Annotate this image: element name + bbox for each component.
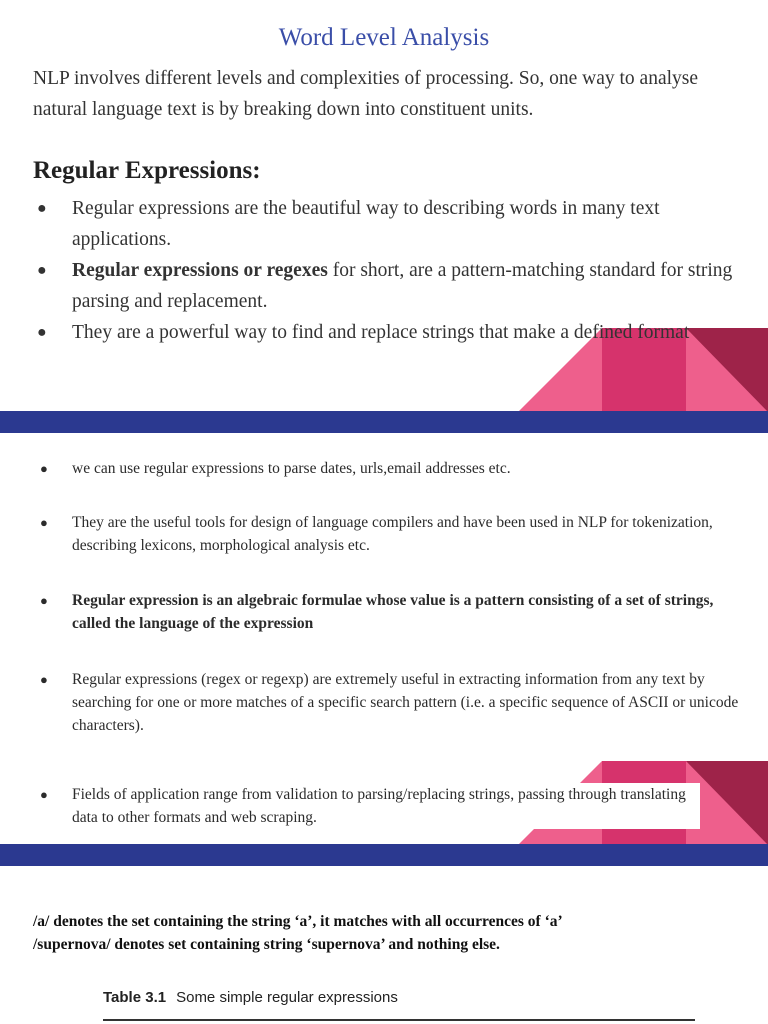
list-item (40, 783, 700, 829)
regex-example-line: /a/ denotes the set containing the string ‘a’, it matches with all occurrences of ‘a’ (33, 913, 563, 930)
bullet-icon: ● (40, 515, 48, 530)
bullet-text: Regular expression is an algebraic formulae whose value is a pattern consisting of a set of strings, called the language of the expression (72, 592, 714, 632)
table-caption (103, 989, 398, 1006)
bullet-icon: ● (40, 593, 48, 608)
bullet-text: They are the useful tools for design of language compilers and have been used in NLP for tokenization, describing lexicons, morphological analysis etc. (72, 514, 713, 554)
list-item (40, 511, 740, 557)
slide-title: Word Level Analysis (278, 24, 490, 51)
list-item (33, 193, 733, 255)
bullet-icon: ● (37, 324, 47, 341)
list-item (40, 589, 740, 635)
bullet-bold-term: Regular expressions or regexes (72, 260, 328, 281)
table-caption-text: Some simple regular expressions (176, 989, 398, 1006)
section-heading: Regular Expressions: (33, 157, 261, 184)
slide-divider-band (0, 411, 768, 433)
regex-bullet-list (33, 193, 733, 348)
bullet-icon: ● (40, 672, 48, 687)
regex-example-line: /supernova/ denotes set containing string ‘supernova’ and nothing else. (33, 936, 500, 953)
bullet-icon: ● (40, 787, 48, 802)
table-number: Table 3.1 (103, 989, 167, 1006)
intro-paragraph: NLP involves different levels and complexities of processing. So, one way to analyse natural language text is by breaking down into constituent units. (33, 68, 699, 120)
table-top-rule (103, 1019, 695, 1021)
bullet-text: Regular expressions (regex or regexp) are extremely useful in extracting information from any text by searching for one or more matches of a specific search pattern (i.e. a specific sequence of ASCII or unicode characters). (72, 671, 739, 734)
list-item (33, 255, 733, 317)
bullet-icon: ● (37, 262, 47, 279)
slide-divider-band (0, 844, 768, 866)
bullet-icon: ● (40, 461, 48, 476)
bullet-text: Fields of application range from validation to parsing/replacing strings, passing through translating data to other formats and web scraping. (72, 783, 700, 829)
list-item (40, 668, 740, 737)
bullet-text: They are a powerful way to find and replace strings that make a defined format (72, 322, 690, 343)
bullet-icon: ● (37, 200, 47, 217)
bullet-text: for short, are a pattern-matching standard for string parsing and replacement. (72, 260, 733, 312)
bullet-text: we can use regular expressions to parse dates, urls,email addresses etc. (72, 460, 511, 477)
bullet-text: Regular expressions are the beautiful way to describing words in many text applications. (72, 198, 660, 250)
list-item (40, 457, 740, 480)
list-item (33, 317, 733, 348)
